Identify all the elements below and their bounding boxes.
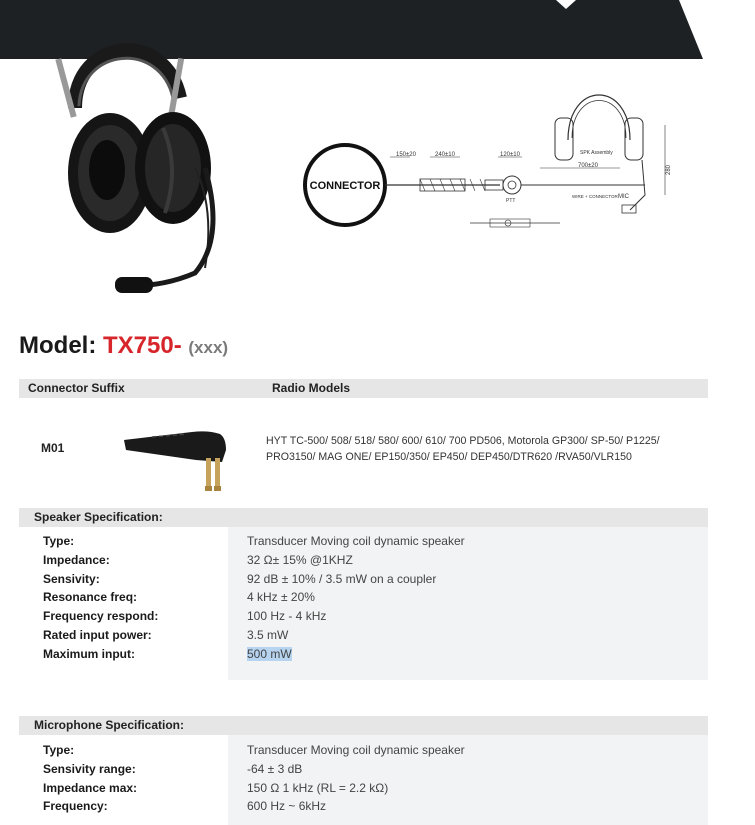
spec-value: 4 kHz ± 20% [247,590,315,604]
spec-row [19,799,708,818]
dim-280: 280 [666,164,672,175]
spec-key: Maximum input: [43,647,135,661]
spec-key: Type: [43,743,75,757]
spec-value: 3.5 mW [247,628,289,642]
spec-value: 100 Hz - 4 kHz [247,609,327,623]
microphone-spec-table [19,735,708,825]
microphone-spec-header [19,716,708,735]
spec-row [19,762,708,781]
spec-row [19,590,708,609]
radio-models-cell: HYT TC-500/ 508/ 518/ 580/ 600/ 610/ 700 PD506, Motorola GP300/ SP-50/ P1225/ PRO3150/ MAG ONE/ EP150/350/ EP450/ DEP450/DTR620 /RVA50/VLR150 [266,435,660,463]
dim-240: 240±10 [435,152,455,158]
connector-plug-image [122,420,252,498]
spec-row [19,781,708,800]
spec-key: Impedance: [43,553,110,567]
wiring-diagram [300,80,700,240]
spec-key: Frequency respond: [43,609,159,623]
spec-row [19,572,708,591]
spec-value: 150 Ω 1 kHz (RL = 2.2 kΩ) [247,781,389,795]
model-label: Model: [19,332,97,359]
spec-key: Resonance freq: [43,590,138,604]
spec-row [19,534,708,553]
model-suffix: (xxx) [188,338,229,357]
spec-row [19,628,708,647]
speaker-spec-table [19,527,708,680]
col-radio-models: Radio Models [272,381,351,395]
connector-label: CONNECTOR [309,180,381,192]
spec-row [19,609,708,628]
spec-value: Transducer Moving coil dynamic speaker [247,743,465,757]
headset-image [55,18,235,298]
dim-700: 700±20 [578,163,598,169]
spec-row [19,647,708,666]
col-connector-suffix: Connector Suffix [28,381,125,395]
spec-key: Sensivity range: [43,762,136,776]
header-notch [556,0,576,9]
spec-row [19,553,708,572]
ptt-label: PTT [506,198,516,204]
speaker-spec-title: Speaker Specification: [34,510,163,524]
spec-value: 600 Hz ~ 6kHz [247,799,327,813]
spec-key: Impedance max: [43,781,138,795]
spec-row [19,743,708,762]
cable-note: WIRE + CONNECTOR [572,194,618,199]
spec-key: Frequency: [43,799,108,813]
spec-value: 32 Ω± 15% @1KHZ [247,553,353,567]
spec-key: Rated input power: [43,628,152,642]
speaker-spec-header [19,508,708,527]
spec-value-selected[interactable]: 500 mW [247,647,292,661]
spec-value: Transducer Moving coil dynamic speaker [247,534,465,548]
connector-table-header [19,379,708,398]
dim-120: 120±10 [500,152,520,158]
mic-label: MIC [618,194,629,200]
spec-key: Type: [43,534,75,548]
model-heading [19,332,228,360]
header-slant [679,0,703,59]
spec-value: 92 dB ± 10% / 3.5 mW on a coupler [247,572,437,586]
microphone-spec-title: Microphone Specification: [34,718,185,732]
header-corner [703,0,755,59]
model-code: TX750- [103,332,182,359]
dim-150: 150±20 [396,152,416,158]
spec-value: -64 ± 3 dB [247,762,303,776]
connector-suffix-cell: M01 [41,441,65,455]
spk-label: SPK Assembly [580,150,613,156]
spec-key: Sensivity: [43,572,100,586]
